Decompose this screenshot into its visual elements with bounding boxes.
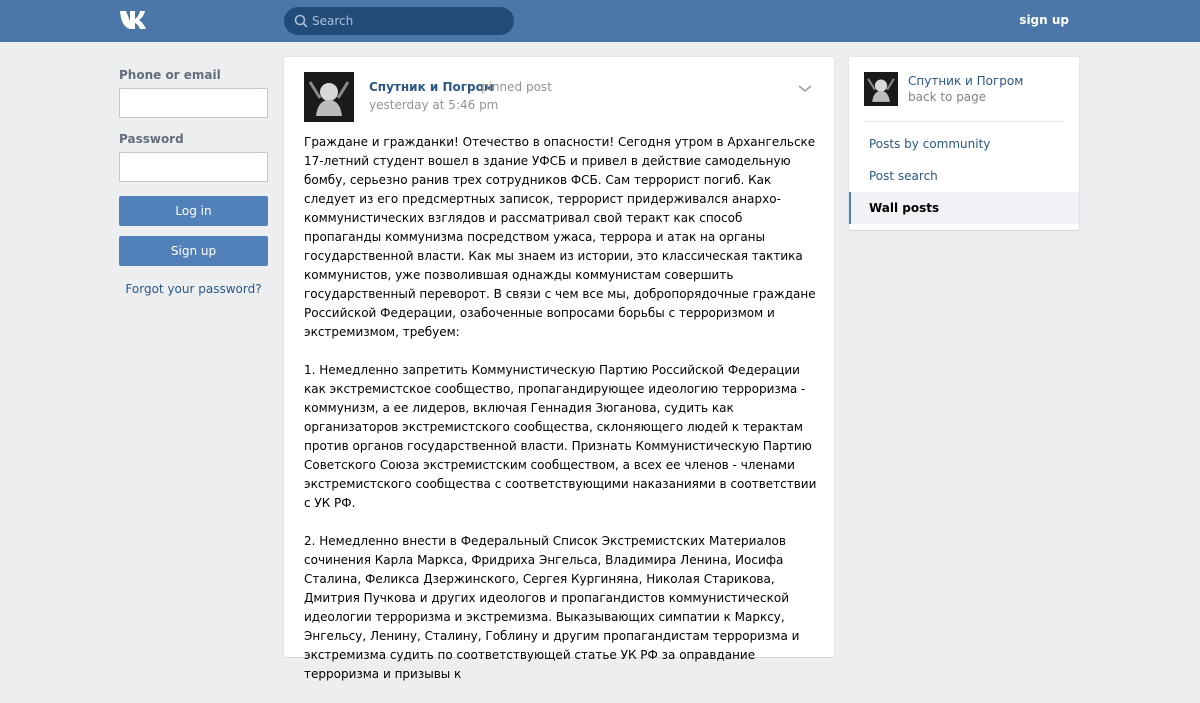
sidebar-item-wall-posts[interactable]: Wall posts	[849, 192, 1079, 224]
post-card	[284, 57, 834, 681]
login-button[interactable]: Log in	[119, 196, 268, 226]
post-author-link[interactable]: Спутник и Погром	[369, 80, 494, 94]
phone-label: Phone or email	[119, 68, 221, 82]
search-input[interactable]	[312, 7, 508, 35]
sidebar-item-posts-by-community[interactable]: Posts by community	[869, 137, 991, 151]
phone-email-input[interactable]	[119, 88, 268, 118]
post-paragraph: 1. Немедленно запретить Коммунистическую Партию Российской Федерации как экстремистское сообщество, пропагандирующее идеологию терроризма - коммунизм, а ее лидеров, включая Геннадия Зюганова, судить как организаторов экстремистского сообщества, склоняющего людей к терактам против органов государственной власти. Признать Коммунистическую Партию Советского Союза экстремистским сообществом, а всех ее членов - членами экстремистского сообщества с соответствующими наказаниями в соответствии с УК РФ.	[304, 363, 817, 510]
sidebar-community-link[interactable]: Спутник и Погром	[908, 74, 1024, 88]
signup-button[interactable]: Sign up	[119, 236, 268, 266]
post-paragraph: Граждане и гражданки! Отечество в опасности! Сегодня утром в Архангельске 17-летний студент вошел в здание УФСБ и привел в действие самодельную бомбу, серьезно ранив трех сотрудников ФСБ. Сам террорист погиб. Как следует из его предсмертных записок, террорист придерживался анархо-коммунистических взглядов и рассматривал свой теракт как способ пропаганды коммунизма посредством ужаса, террора и атак на органы государственной власти. Как мы знаем из истории, это классическая тактика коммунистов, уже позволившая однажды коммунистам совершить государственный переворот. В связи с чем все мы, добропорядочные граждане Российской Федерации, озабоченные вопросами борьбы с терроризмом и экстремизмом, требуем:	[304, 135, 816, 339]
avatar-image-icon	[864, 72, 898, 106]
divider	[864, 121, 1064, 122]
password-label: Password	[119, 132, 184, 146]
login-form	[119, 60, 268, 296]
password-input[interactable]	[119, 152, 268, 182]
search-icon	[294, 14, 308, 28]
post-body	[304, 133, 820, 703]
top-header	[0, 0, 1200, 42]
avatar-image-icon	[304, 72, 354, 122]
header-signup-link[interactable]: sign up	[1019, 13, 1069, 27]
post-date[interactable]: yesterday at 5:46 pm	[369, 98, 499, 112]
search-box[interactable]	[284, 7, 514, 35]
sidebar-avatar[interactable]	[864, 72, 898, 106]
community-sidebar	[849, 57, 1079, 230]
sidebar-item-post-search[interactable]: Post search	[869, 169, 938, 183]
pinned-label: pinned post	[481, 80, 552, 94]
community-avatar[interactable]	[304, 72, 354, 122]
chevron-down-icon[interactable]	[797, 84, 813, 94]
forgot-password-link[interactable]: Forgot your password?	[125, 282, 262, 296]
post-paragraph: 2. Немедленно внести в Федеральный Список Экстремистских Материалов сочинения Карла Маркса, Фридриха Энгельса, Владимира Ленина, Иосифа Сталина, Феликса Дзержинского, Сергея Кургиняна, Николая Старикова, Дмитрия Пучкова и других идеологов и пропагандистов коммунистической идеологии терроризма и экстремизма. Выказывающих симпатии к Марксу, Энгельсу, Ленину, Сталину, Гоблину и другим пропагандистам терроризма и экстремизма судить по соответствующей статье УК РФ за оправдание терроризма и призывы к	[304, 534, 800, 681]
back-to-page-link[interactable]: back to page	[908, 90, 987, 104]
vk-logo-icon[interactable]	[119, 9, 153, 31]
